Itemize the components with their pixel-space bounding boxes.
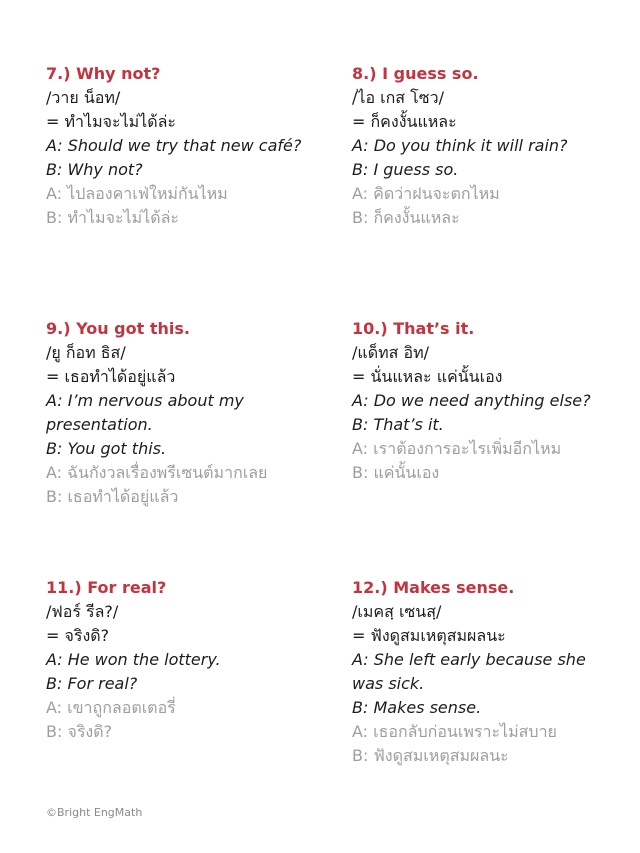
example-english-a: A: He won the lottery. bbox=[46, 650, 221, 669]
example-thai-b: B: ก็คงงั้นแหละ bbox=[352, 208, 460, 227]
example-thai-a: A: เราต้องการอะไรเพิ่มอีกไหม bbox=[352, 439, 562, 458]
phrase-meaning: = นั่นแหละ แค่นั้นเอง bbox=[352, 367, 503, 386]
example-english-a: A: Should we try that new café? bbox=[46, 136, 302, 155]
phrase-card-10 bbox=[352, 317, 640, 485]
example-thai-a: A: ไปลองคาเฟ่ใหม่กันไหม bbox=[46, 184, 228, 203]
example-english-b: B: Why not? bbox=[46, 160, 143, 179]
example-thai-a: A: คิดว่าฝนจะตกไหม bbox=[352, 184, 500, 203]
phrase-pronunciation: /ฟอร์ รีล?/ bbox=[46, 602, 119, 621]
phrase-meaning: = ก็คงงั้นแหละ bbox=[352, 112, 457, 131]
example-english-b: B: For real? bbox=[46, 674, 138, 693]
example-thai-b: B: แค่นั้นเอง bbox=[352, 463, 440, 482]
phrase-title: 8.) I guess so. bbox=[352, 64, 479, 83]
phrase-title: 12.) Makes sense. bbox=[352, 578, 515, 597]
copyright-footer: ©Bright EngMath bbox=[46, 806, 143, 819]
example-english-b: B: You got this. bbox=[46, 439, 167, 458]
phrase-pronunciation: /ไอ เกส โซว/ bbox=[352, 88, 444, 107]
example-thai-b: B: ทำไมจะไม่ได้ล่ะ bbox=[46, 208, 179, 227]
phrase-card-9 bbox=[46, 317, 336, 509]
phrase-title: 7.) Why not? bbox=[46, 64, 161, 83]
phrase-meaning: = จริงดิ? bbox=[46, 626, 110, 645]
example-thai-a: A: เธอกลับก่อนเพราะไม่สบาย bbox=[352, 722, 557, 741]
phrase-pronunciation: /เมคสฺ เซนสฺ/ bbox=[352, 602, 442, 621]
example-english-a: A: She left early because she was sick. bbox=[352, 650, 586, 693]
example-thai-b: B: ฟังดูสมเหตุสมผลนะ bbox=[352, 746, 509, 765]
example-english-b: B: I guess so. bbox=[352, 160, 459, 179]
phrase-meaning: = ฟังดูสมเหตุสมผลนะ bbox=[352, 626, 506, 645]
example-english-b: B: Makes sense. bbox=[352, 698, 482, 717]
phrase-pronunciation: /ยู ก็อท ธิส/ bbox=[46, 343, 126, 362]
phrase-card-11 bbox=[46, 576, 336, 744]
phrase-card-12 bbox=[352, 576, 640, 768]
phrase-card-7 bbox=[46, 62, 336, 230]
phrase-meaning: = ทำไมจะไม่ได้ล่ะ bbox=[46, 112, 177, 131]
phrase-card-8 bbox=[352, 62, 640, 230]
phrase-pronunciation: /แด็ทส อิท/ bbox=[352, 343, 430, 362]
phrase-meaning: = เธอทำได้อยู่แล้ว bbox=[46, 367, 176, 386]
example-english-a: A: Do we need anything else? bbox=[352, 391, 591, 410]
example-thai-a: A: ฉันกังวลเรื่องพรีเซนต์มากเลย bbox=[46, 463, 268, 482]
phrase-pronunciation: /วาย น็อท/ bbox=[46, 88, 121, 107]
phrase-title: 10.) That’s it. bbox=[352, 319, 475, 338]
example-thai-b: B: เธอทำได้อยู่แล้ว bbox=[46, 487, 179, 506]
phrase-title: 11.) For real? bbox=[46, 578, 167, 597]
example-english-b: B: That’s it. bbox=[352, 415, 444, 434]
phrase-title: 9.) You got this. bbox=[46, 319, 190, 338]
example-thai-a: A: เขาถูกลอตเตอรี่ bbox=[46, 698, 176, 717]
example-english-a: A: Do you think it will rain? bbox=[352, 136, 568, 155]
example-english-a: A: I’m nervous about my presentation. bbox=[46, 391, 244, 434]
example-thai-b: B: จริงดิ? bbox=[46, 722, 113, 741]
